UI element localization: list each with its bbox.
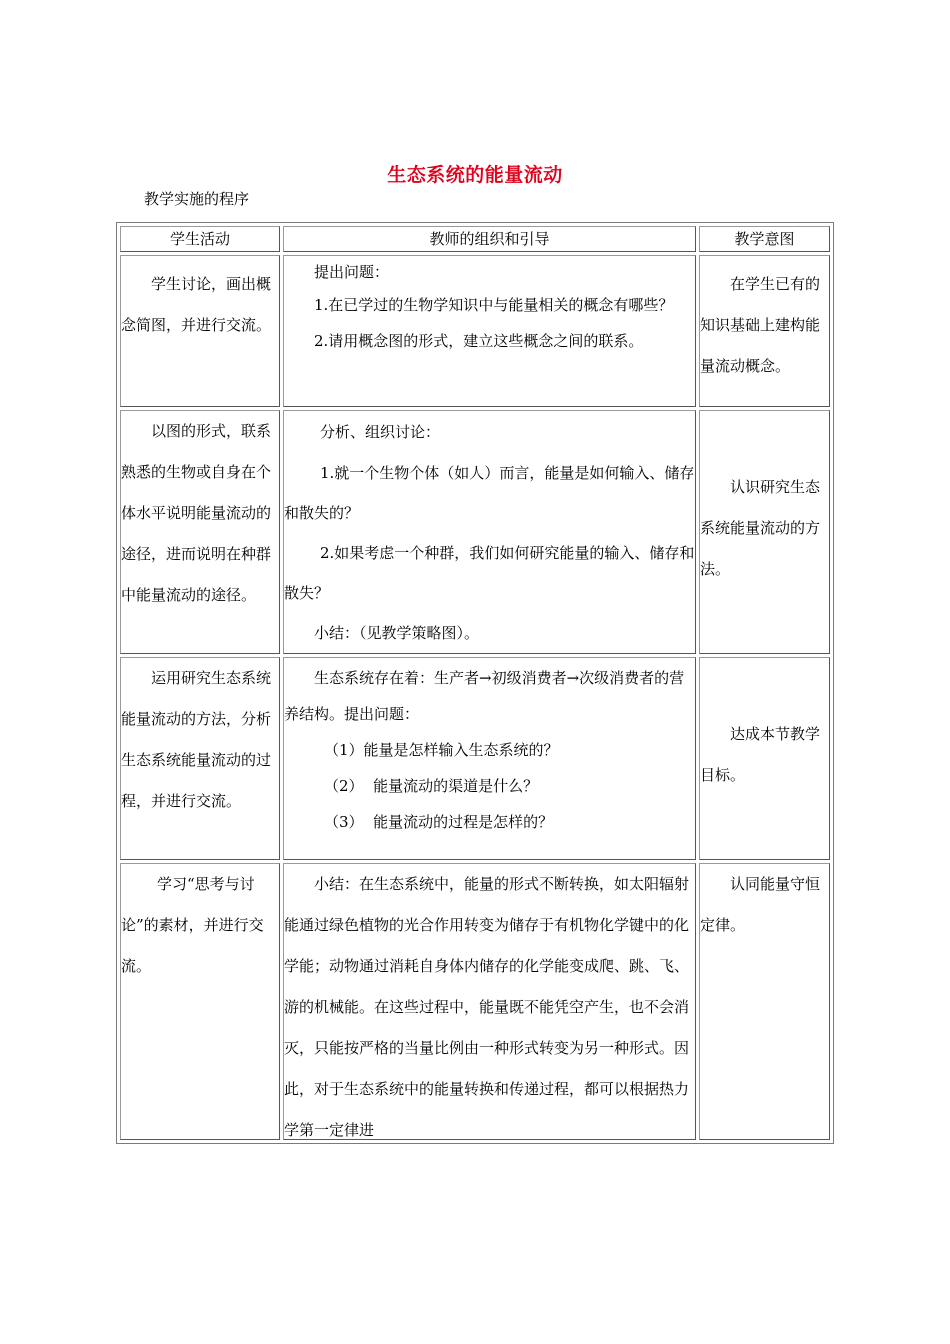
row2-student-cell bbox=[120, 410, 280, 654]
header-student-activity bbox=[120, 226, 280, 252]
row3-teacher-line2: （1）能量是怎样输入生态系统的？ bbox=[324, 741, 559, 759]
header-teaching-intent bbox=[699, 226, 830, 252]
row1-teacher-cell bbox=[283, 255, 696, 407]
row2-teacher-line2: 1.就一个生物个体（如人）而言，能量是如何输入、储存和散失的？ bbox=[284, 464, 695, 522]
section-subtitle: 教学实施的程序 bbox=[144, 190, 250, 208]
row1-student-cell bbox=[120, 255, 280, 407]
row1-teacher-line2: 1.在已学过的生物学知识中与能量相关的概念有哪些？ bbox=[314, 296, 674, 314]
row3-intent-cell bbox=[699, 657, 830, 860]
row2-intent-text: 认识研究生态系统能量流动的方法。 bbox=[700, 478, 821, 578]
row3-teacher-line1: 生态系统存在着：生产者→初级消费者→次级消费者的营养结构。提出问题： bbox=[284, 669, 685, 723]
row2-teacher-line4: 小结：（见教学策略图）。 bbox=[314, 624, 480, 642]
header-student-label: 学生活动 bbox=[169, 230, 230, 248]
row3-teacher-cell bbox=[283, 657, 696, 860]
header-intent-label: 教学意图 bbox=[734, 230, 795, 248]
row4-teacher-cell bbox=[283, 863, 696, 1140]
header-teacher-label: 教师的组织和引导 bbox=[429, 230, 550, 248]
row4-student-text: 学习“思考与讨论”的素材，并进行交流。 bbox=[121, 875, 264, 975]
row3-student-text: 运用研究生态系统能量流动的方法，分析生态系统能量流动的过程，并进行交流。 bbox=[121, 669, 272, 810]
row4-intent-cell bbox=[699, 863, 830, 1140]
row3-teacher-line3: （2） 能量流动的渠道是什么？ bbox=[324, 777, 539, 795]
row3-teacher-line4: （3） 能量流动的过程是怎样的？ bbox=[324, 813, 554, 831]
row1-teacher-line1: 提出问题： bbox=[314, 263, 390, 281]
row2-teacher-cell bbox=[283, 410, 696, 654]
row3-intent-text: 达成本节教学目标。 bbox=[700, 725, 821, 784]
row4-intent-text: 认同能量守恒定律。 bbox=[700, 875, 821, 934]
row2-intent-cell bbox=[699, 410, 830, 654]
header-teacher-guidance bbox=[283, 226, 696, 252]
row4-student-cell bbox=[120, 863, 280, 1140]
row3-student-cell bbox=[120, 657, 280, 860]
row2-teacher-line1: 分析、组织讨论： bbox=[320, 423, 441, 441]
document-title: 生态系统的能量流动 bbox=[387, 164, 563, 186]
row4-teacher-text: 小结：在生态系统中，能量的形式不断转换，如太阳辐射能通过绿色植物的光合作用转变为储存于有机物化学键中的化学能；动物通过消耗自身体内储存的化学能变成爬、跳、飞、游的机械能。在这些过程中，能量既不能凭空产生，也不会消灭，只能按严格的当量比例由一种形式转变为另一种形式。因此，对于生态系统中的能量转换和传递过程，都可以根据热力学第一定律进 bbox=[284, 875, 690, 1139]
row1-student-text: 学生讨论，画出概念简图，并进行交流。 bbox=[121, 275, 272, 334]
row1-intent-text: 在学生已有的知识基础上建构能量流动概念。 bbox=[700, 275, 821, 375]
row1-intent-cell bbox=[699, 255, 830, 407]
row2-teacher-line3: 2.如果考虑一个种群，我们如何研究能量的输入、储存和散失？ bbox=[284, 544, 695, 602]
row2-student-text: 以图的形式，联系熟悉的生物或自身在个体水平说明能量流动的途径，进而说明在种群中能量流动的途径。 bbox=[121, 422, 272, 604]
row1-teacher-line3: 2.请用概念图的形式，建立这些概念之间的联系。 bbox=[314, 332, 644, 350]
